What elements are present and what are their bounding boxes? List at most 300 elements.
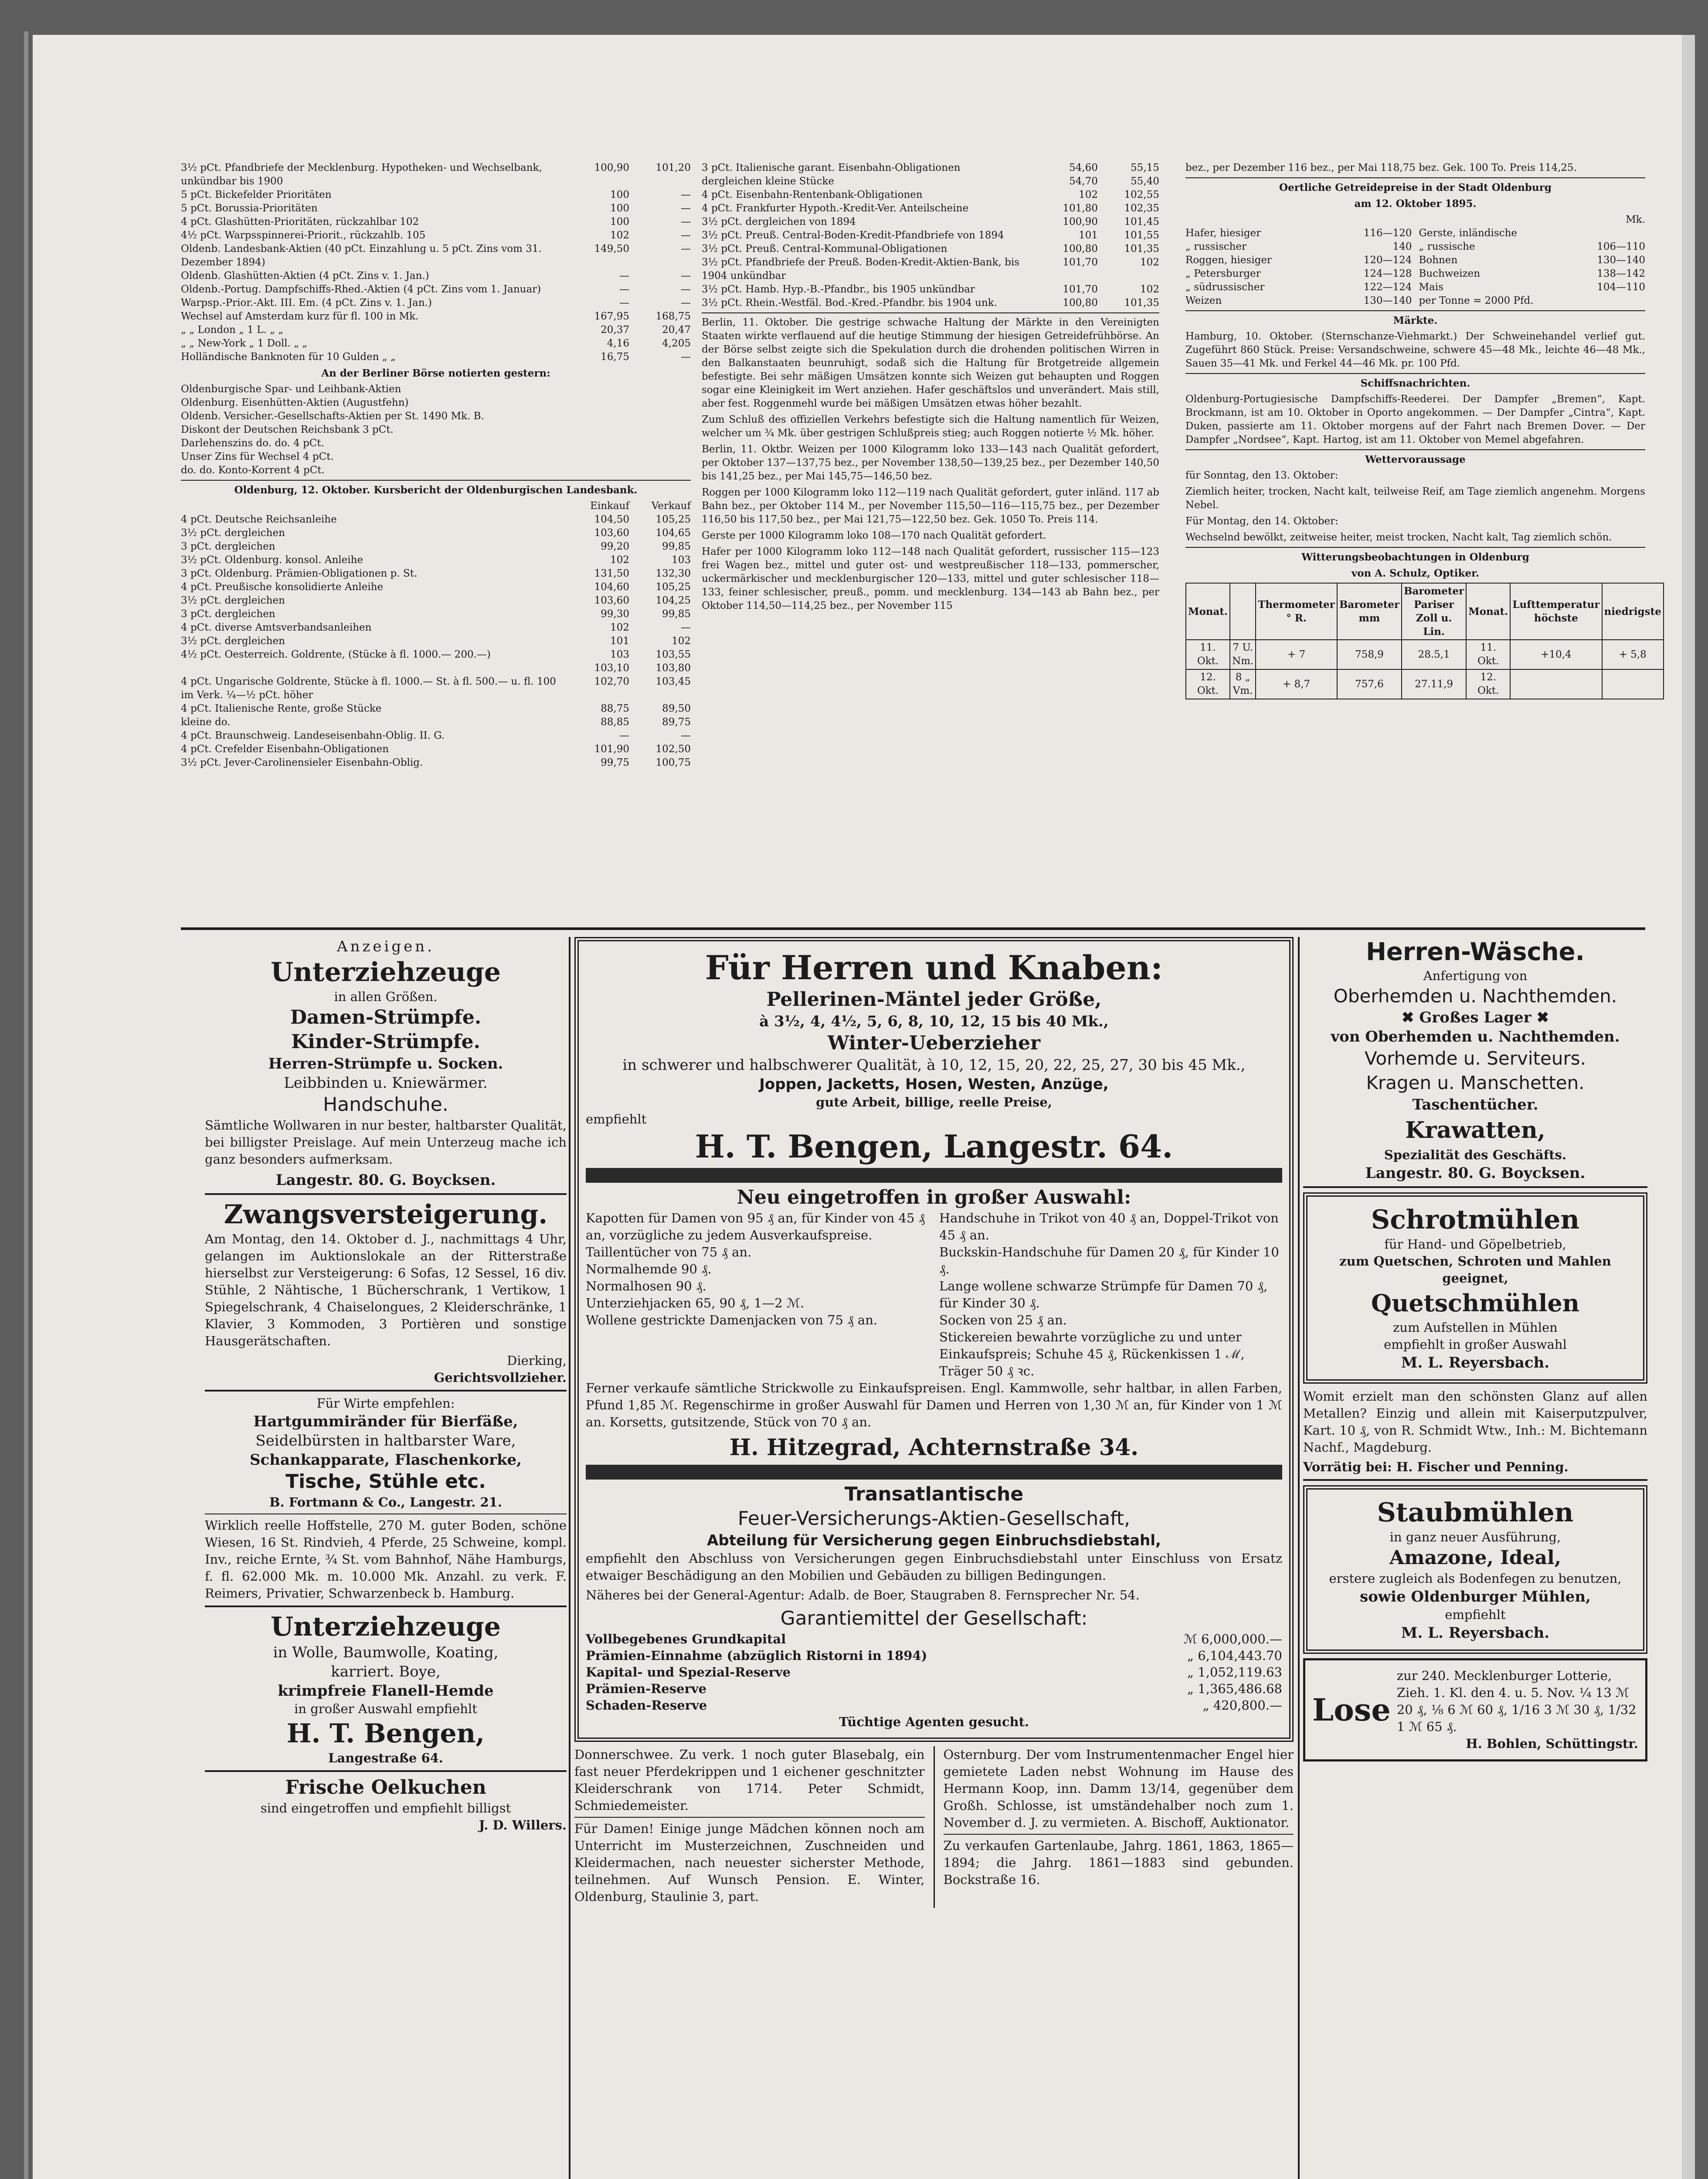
weather-obs-head: niedrigste <box>1602 583 1664 640</box>
market-paragraph: Gerste per 1000 Kilogramm loko 108—170 nach Qualität gefordert. <box>702 530 1046 541</box>
quote-row <box>181 756 691 770</box>
ad-insurance-guarantee: Garantiemittel der Gesellschaft: <box>780 1607 1088 1629</box>
ad-insurance-agent: Näheres bei der General-Agentur: Adalb. de Boer, Staugraben 8. Fernsprecher Nr. 54. <box>586 1588 1140 1602</box>
quote-label: 4½ pCt. Warpsspinnerei-Priorit., rückzahlb. 105 <box>181 230 426 241</box>
quote-row <box>181 161 691 188</box>
quote-value-a: 16,75 <box>601 351 629 363</box>
quote-row <box>181 729 691 743</box>
ad-underwear-title: Unterziehzeuge <box>270 957 501 988</box>
ad-dustmills-l5: empfiehlt <box>1445 1607 1506 1622</box>
quote-value-a: 99,20 <box>601 541 629 552</box>
quote-value-b: 102,55 <box>1124 189 1159 200</box>
ad-innkeepers-l4: Tische, Stühle etc. <box>285 1470 486 1493</box>
kurs-col-spacer <box>181 499 568 513</box>
grain-row <box>1185 240 1645 254</box>
quote-value-a: — <box>619 730 629 741</box>
rule <box>1185 373 1645 374</box>
quote-value-a: 102 <box>610 554 629 566</box>
ad-line-gloves: Handschuhe. <box>323 1093 448 1116</box>
grain-right: Buchweizen <box>1419 268 1480 279</box>
ad-laundry-l4: von Oberhemden u. Nachthemden. <box>1331 1028 1620 1045</box>
column-rule <box>569 937 570 2179</box>
ad-oilcake-text: sind eingetroffen und empfiehlt billigst <box>260 1801 511 1816</box>
ad-laundry-l2: Oberhemden u. Nachthemden. <box>1333 985 1617 1007</box>
insurance-row <box>586 1647 1282 1664</box>
quote-value-b: — <box>681 284 691 295</box>
ad-lottery-title: Lose <box>1312 1691 1391 1728</box>
bank-note: Darlehenszins do. do. 4 pCt. <box>181 438 324 449</box>
grain-right: „ russische <box>1419 241 1475 252</box>
quote-value-a: 101,90 <box>594 743 629 755</box>
column-rule-2 <box>1298 937 1300 2179</box>
insurance-row <box>586 1680 1282 1697</box>
insurance-key: Kapital- und Spezial-Reserve <box>586 1665 791 1680</box>
ad-laundry-l5: Vorhemde u. Serviteurs. <box>1365 1048 1586 1069</box>
weather-obs-cell: 758,9 <box>1337 640 1402 669</box>
right-ads-column <box>1303 937 1647 1762</box>
quote-label: 3 pCt. dergleichen <box>181 608 275 620</box>
grain-left: „ russischer <box>1185 241 1247 252</box>
kursbericht-header: Oldenburg, 12. Oktober. Kursbericht der Oldenburgischen Landesbank. <box>234 484 638 496</box>
ad-dustmills-title: Staubmühlen <box>1377 1497 1574 1528</box>
quote-label: 3½ pCt. dergleichen <box>181 595 285 606</box>
quote-value-a: 103 <box>610 649 629 660</box>
quote-label: Oldenb. Glashütten-Aktien (4 pCt. Zins v. 1. Jan.) <box>181 270 429 282</box>
quote-label: 4 pCt. Glashütten-Prioritäten, rückzahlbar 102 <box>181 216 419 227</box>
ad-clothing-l6: gute Arbeit, billige, reelle Preise, <box>816 1095 1052 1110</box>
quote-value-a: 101 <box>610 635 629 647</box>
markets-title: Märkte. <box>1393 315 1438 326</box>
quote-value-b: 102 <box>672 635 691 647</box>
insurance-value: „ 1,365,486.68 <box>1187 1681 1282 1696</box>
ad-laundry-l8: Krawatten, <box>1405 1117 1545 1144</box>
ad-insurance-footer: Tüchtige Agenten gesucht. <box>839 1714 1029 1729</box>
quote-row <box>702 283 1159 296</box>
quote-value-a: 4,16 <box>607 338 629 349</box>
weather-obs-head: Monat. <box>1186 583 1230 640</box>
ad-underwear-subtitle: in allen Größen. <box>334 989 438 1004</box>
quote-value-b: 102 <box>1140 284 1159 295</box>
quote-value-b: 103,45 <box>655 676 691 687</box>
quote-value-a: 88,85 <box>601 716 629 728</box>
weather-obs-cell: 12. Okt. <box>1186 669 1230 699</box>
ad-underwear2-l4: in großer Auswahl empfiehlt <box>294 1701 477 1716</box>
grain-left-price: 140 <box>1392 241 1412 252</box>
ad-insurance-title3: Abteilung für Versicherung gegen Einbruchsdiebstahl, <box>707 1532 1161 1549</box>
ad-clothing-l1: Pellerinen-Mäntel jeder Größe, <box>766 988 1102 1011</box>
quote-value-b: 100,75 <box>655 757 691 768</box>
quote-value-a: — <box>619 270 629 282</box>
ad-mills-l5: empfiehlt in großer Auswahl <box>1384 1337 1567 1352</box>
left-ads-column <box>205 937 567 1834</box>
quote-value-b: 103 <box>672 554 691 566</box>
bank-note: Oldenburg. Eisenhütten-Aktien (Augustfehn) <box>181 397 409 408</box>
quote-value-a: 102,70 <box>594 676 629 687</box>
quote-row <box>181 540 691 553</box>
ad-insurance-table <box>586 1631 1282 1714</box>
weather-obs-cell <box>1602 669 1664 699</box>
new-arrival-item: Normalhosen 90 ₰. <box>586 1279 706 1293</box>
quote-value-b: 101,20 <box>655 162 691 173</box>
quote-value-b: 102,50 <box>655 743 691 755</box>
ad-mills-l4: zum Aufstellen in Mühlen <box>1393 1320 1558 1335</box>
quote-value-a: 167,95 <box>594 311 629 322</box>
insurance-key: Prämien-Reserve <box>586 1681 707 1696</box>
ad-new-arrivals-name: H. Hitzegrad, Achternstraße 34. <box>729 1434 1139 1461</box>
quote-label: 4 pCt. Eisenbahn-Rentenbank-Obligationen <box>702 189 923 200</box>
quote-row <box>702 229 1159 242</box>
quote-row <box>181 662 691 675</box>
quote-value-b: 103,55 <box>655 649 691 660</box>
ad-clothing-box <box>574 937 1294 1742</box>
quote-label: 3½ pCt. Pfandbriefe der Mecklenburg. Hypotheken- und Wechselbank, unkündbar bis 1900 <box>181 162 542 187</box>
quote-label: 5 pCt. Bickefelder Prioritäten <box>181 189 332 200</box>
rule <box>702 312 1159 313</box>
weather-obs-cell: + 5,8 <box>1602 640 1664 669</box>
quote-row <box>181 229 691 242</box>
bank-note: Oldenburgische Spar- und Leihbank-Aktien <box>181 384 401 395</box>
ads-heading: Anzeigen. <box>337 938 435 955</box>
grain-row <box>1185 254 1645 267</box>
quote-row <box>702 256 1159 283</box>
grain-row <box>1185 294 1645 308</box>
grain-left: „ Petersburger <box>1185 268 1261 279</box>
new-arrival-item: Unterziehjacken 65, 90 ₰, 1—2 ℳ. <box>586 1296 805 1310</box>
weather-obs-head: Thermometer ° R. <box>1256 583 1337 640</box>
quote-label: 3½ pCt. dergleichen <box>181 527 285 539</box>
quote-value-b: 104,25 <box>655 595 691 606</box>
quote-value-b: — <box>681 243 691 255</box>
quote-value-a: 100,80 <box>1063 297 1098 309</box>
grain-right-price <box>1591 227 1645 240</box>
ad-lottery-name: H. Bohlen, Schüttingstr. <box>1466 1736 1638 1751</box>
grain-row <box>1185 267 1645 281</box>
grain-row <box>1185 227 1645 240</box>
quote-row <box>181 621 691 635</box>
quote-value-b: — <box>681 203 691 214</box>
new-arrival-item: Handschuhe in Trikot von 40 ₰ an, Doppel-Trikot von 45 ₰ an. <box>939 1211 1279 1242</box>
ad-laundry-l7: Taschentücher. <box>1412 1096 1538 1113</box>
shipping-title: Schiffsnachrichten. <box>1360 377 1470 389</box>
quote-label: Warpsp.-Prior.-Akt. III. Em. (4 pCt. Zins v. 1. Jan.) <box>181 297 432 309</box>
quote-row <box>181 296 691 310</box>
grain-row <box>1185 281 1645 294</box>
weather-obs-title: Witterungsbeobachtungen in Oldenburg <box>1301 551 1529 563</box>
grain-left: „ südrussischer <box>1185 282 1265 293</box>
ad-laundry-l3: ✖ Großes Lager ✖ <box>1402 1009 1549 1026</box>
quote-row <box>702 188 1159 202</box>
quote-value-b: 20,47 <box>662 324 691 336</box>
quote-label: 3½ pCt. Pfandbriefe der Preuß. Boden-Kredit-Aktien-Bank, bis 1904 unkündbar <box>702 257 1020 282</box>
quote-row <box>702 175 1159 188</box>
quote-label: Wechsel auf Amsterdam kurz für fl. 100 in Mk. <box>181 311 419 322</box>
grain-right-price: 138—142 <box>1597 268 1645 279</box>
new-arrival-item: Socken von 25 ₰ an. <box>939 1313 1067 1327</box>
ad-auction-text: Am Montag, den 14. Oktober d. J., nachmittags 4 Uhr, gelangen im Auktionslokale an der Ritterstraße hierselbst zur Versteigerung: 6 Sofas, 12 Sessel, 16 div. Stühle, 2 Nähtische, 1 Bücherschrank, 1 Vertikow, 1 Spiegelschrank, 4 Chaiselongues, 2 Kleiderschränke, 1 Klavier, 3 Kommoden, 3 Portièren und sonstige Hausgerätschaften. <box>205 1232 567 1348</box>
ad-laundry-l9: Spezialität des Geschäfts. <box>1384 1147 1567 1162</box>
quote-value-b: 101,55 <box>1124 230 1159 241</box>
weather-obs-head: Lufttemperatur höchste <box>1510 583 1602 640</box>
quote-value-a: — <box>619 297 629 309</box>
quote-row <box>181 567 691 580</box>
weather-obs-head: Monat. <box>1466 583 1510 640</box>
quote-value-b: 102 <box>1140 257 1159 268</box>
quote-value-a: — <box>619 284 629 295</box>
quote-value-b: — <box>681 297 691 309</box>
quote-value-a: 99,30 <box>601 608 629 620</box>
quote-row <box>181 526 691 540</box>
ad-insurance-text: empfiehlt den Abschluss von Versicherungen gegen Einbruchsdiebstahl unter Einschluss von Ersatz etwaiger Beschädigung an den Mobilien und Gebäuden zu billigen Bedingungen. <box>586 1551 1282 1583</box>
quote-value-b: — <box>681 230 691 241</box>
quote-value-a: 103,60 <box>594 595 629 606</box>
quote-value-a: 102 <box>610 230 629 241</box>
quote-label: dergleichen kleine Stücke <box>702 176 835 187</box>
quote-value-a: 131,50 <box>594 568 629 579</box>
quote-row <box>702 161 1159 175</box>
grain-right-price <box>1591 294 1645 308</box>
quote-value-a: 99,75 <box>601 757 629 768</box>
ad-laundry-address: Langestr. 80. G. Boycksen. <box>1365 1164 1586 1182</box>
new-arrival-item: Lange wollene schwarze Strümpfe für Damen 70 ₰, für Kinder 30 ₰. <box>939 1279 1268 1310</box>
ad-clothing-l3: Winter-Ueberzieher <box>827 1032 1041 1054</box>
quote-label: 4 pCt. diverse Amtsverbandsanleihen <box>181 622 372 633</box>
middle-ads-column <box>574 937 1294 1908</box>
weather-obs-row <box>1186 640 1664 669</box>
quote-value-b: 104,65 <box>655 527 691 539</box>
quote-label: 3½ pCt. Jever-Carolinensieler Eisenbahn-Oblig. <box>181 757 423 768</box>
quote-value-a: 103,60 <box>594 527 629 539</box>
weather-obs-cell: + 7 <box>1256 640 1337 669</box>
ruler-edge <box>24 31 28 2179</box>
quote-label: 5 pCt. Borussia-Prioritäten <box>181 203 318 214</box>
quote-value-b: — <box>681 351 691 363</box>
ad-line-women-stockings: Damen-Strümpfe. <box>290 1006 482 1028</box>
ad-mills-l3: Quetschmühlen <box>1371 1289 1579 1317</box>
ad-innkeepers-address: B. Fortmann & Co., Langestr. 21. <box>269 1495 502 1510</box>
quote-label: 4 pCt. Deutsche Reichsanleihe <box>181 514 337 525</box>
quote-row <box>181 635 691 648</box>
page-gutter <box>1682 35 1695 2179</box>
ad-farm-text: Wirklich reelle Hoffstelle, 270 M. guter Boden, schöne Wiesen, 16 St. Rindvieh, 4 Pferde, 25 Schweine, kompl. Inv., reiche Ernte, ¾ St. vom Bahnhof, Nähe Hamburgs, f. fl. 62.000 Mk. m. 10.000 Mk. Anzahl. zu verk. F. Reimers, Privatier, Schwarzenbeck b. Hamburg. <box>205 1518 567 1601</box>
ad-line-bandages: Leibbinden u. Kniewärmer. <box>284 1074 488 1092</box>
quote-label: 3½ pCt. Oldenburg. konsol. Anleihe <box>181 554 363 566</box>
weather-obs-cell: 8 „ Vm. <box>1230 669 1256 699</box>
ad-mills-name: M. L. Reyersbach. <box>1401 1354 1550 1371</box>
grain-prices-title: Oertliche Getreidepreise in der Stadt Oldenburg <box>1279 182 1552 193</box>
quote-value-b: — <box>681 270 691 282</box>
quote-row <box>181 202 691 215</box>
quote-value-a: 101,70 <box>1063 257 1098 268</box>
quote-row <box>181 702 691 716</box>
quote-value-b: — <box>681 730 691 741</box>
quote-value-b: — <box>681 622 691 633</box>
quote-row <box>181 269 691 283</box>
ad-underwear2-name: H. T. Bengen, <box>286 1718 485 1749</box>
quote-label: 3 pCt. Italienische garant. Eisenbahn-Obligationen <box>702 162 961 173</box>
ad-innkeepers-l3: Schankapparate, Flaschenkorke, <box>249 1451 522 1469</box>
weather-obs-cell: 27.11,9 <box>1402 669 1466 699</box>
ad-laundry-l6: Kragen u. Manschetten. <box>1366 1072 1585 1093</box>
quote-label: Oldenb. Landesbank-Aktien (40 pCt. Einzahlung u. 5 pCt. Zins vom 31. Dezember 1894) <box>181 243 542 268</box>
insurance-value: „ 6,104,443.70 <box>1187 1648 1282 1663</box>
grain-left-price: 124—128 <box>1363 268 1412 279</box>
quote-row <box>181 188 691 202</box>
quote-value-a: 54,60 <box>1069 162 1098 173</box>
quote-label: 4 pCt. Preußische konsolidierte Anleihe <box>181 581 384 593</box>
quote-value-b: 99,85 <box>662 608 691 620</box>
ad-sewing-text: Für Damen! Einige junge Mädchen können noch am Unterricht im Musterzeichnen, Zuschneiden und Kleidermachen, nach neuester sicherster Methode, teilnehmen. Auf Wunsch Pension. E. Winter, Oldenburg, Staulinie 3, part. <box>574 1821 925 1904</box>
quote-value-a: 104,60 <box>594 581 629 593</box>
quote-value-b: 168,75 <box>655 311 691 322</box>
ad-shop-text: Osternburg. Der vom Instrumentenmacher Engel hier gemietete Laden nebst Wohnung im Hause des Hermann Koop, inn. Damm 13/14, gegenüber dem Großh. Schlosse, ist umständehalber noch zum 1. November d. J. zu vermieten. A. Bischoff, Auktionator. <box>943 1747 1294 1830</box>
quote-row <box>181 350 691 364</box>
ad-new-arrivals-text: Ferner verkaufe sämtliche Strickwolle zu Einkaufspreisen. Engl. Kammwolle, sehr haltbar, in allen Farben, Pfund 1,85 ℳ. Regenschirme in großer Auswahl für Damen und Herren von 1,30 ℳ an, für Kinder von 1 ℳ an. Korsetts, gutsitzende, Stück von 70 ₰ an. <box>586 1381 1282 1429</box>
quote-label: 4½ pCt. Oesterreich. Goldrente, (Stücke à fl. 1000.— 200.—) <box>181 649 491 660</box>
ad-innkeepers-sub: Für Wirte empfehlen: <box>316 1396 455 1411</box>
section-divider <box>181 927 1645 930</box>
ad-dustmills-l3: erstere zugleich als Bodenfegen zu benutzen, <box>1329 1571 1622 1586</box>
quote-value-b: 101,45 <box>1124 216 1159 227</box>
ad-underwear-text: Sämtliche Wollwaren in nur bester, haltbarster Qualität, bei billigster Preislage. Auf mein Unterzeug mache ich ganz besonders aufmerksam. <box>205 1118 567 1167</box>
ad-underwear2-l3: krimpfreie Flanell-Hemde <box>278 1682 494 1700</box>
new-arrival-item: Stickereien bewahrte vorzügliche zu und unter Einkaufspreis; Schuhe 45 ₰, Rückenkissen 1 ℳ, Träger 50 ₰ ꝛc. <box>939 1330 1245 1378</box>
new-arrival-item: Wollene gestrickte Damenjacken von 75 ₰ an. <box>586 1313 878 1327</box>
quote-value-a: 100 <box>610 203 629 214</box>
ad-oilcake-name: J. D. Willers. <box>479 1818 567 1833</box>
quote-label: „ „ New-York „ 1 Doll. „ „ <box>181 338 308 349</box>
weather-line: Ziemlich heiter, trocken, Nacht kalt, teilweise Reif, am Tage ziemlich angenehm. Morgens Nebel. <box>1185 486 1645 511</box>
weather-obs-head <box>1230 583 1256 640</box>
weather-obs-cell <box>1510 669 1602 699</box>
bank-note: Oldenb. Versicher.-Gesellschafts-Aktien per St. 1490 Mk. B. <box>181 411 484 422</box>
ad-clothing-l4: in schwerer und halbschwerer Qualität, à 10, 12, 15, 20, 22, 25, 27, 30 bis 45 Mk., <box>622 1056 1246 1074</box>
market-paragraph: Zum Schluß des offiziellen Verkehrs befestigte sich die Haltung namentlich für Weizen, welcher um ¾ Mk. über gestrigen Schlußpreis stieg; auch Roggen notierte ½ Mk. höher. <box>702 414 1159 439</box>
weather-obs-cell: 28.5,1 <box>1402 640 1466 669</box>
ad-lottery-box <box>1303 1658 1647 1762</box>
ad-mills-l2: zum Quetschen, Schroten und Mahlen geeignet, <box>1339 1254 1611 1286</box>
quote-value-b: 55,40 <box>1131 176 1159 187</box>
grain-prices-date: am 12. Oktober 1895. <box>1354 198 1477 210</box>
quote-value-a: 100,80 <box>1063 243 1098 255</box>
grain-right: Mais <box>1419 282 1443 293</box>
weather-line: für Sonntag, den 13. Oktober: <box>1185 470 1338 481</box>
ad-oilcake-title: Frische Oelkuchen <box>285 1776 486 1799</box>
ad-dustmills-box <box>1303 1485 1647 1654</box>
ad-new-arrivals-right <box>939 1210 1282 1380</box>
weather-line: Wechselnd bewölkt, zeitweise heiter, meist trocken, Nacht kalt, Tag ziemlich schön. <box>1185 532 1612 543</box>
ad-polish-sub: Vorrätig bei: H. Fischer und Penning. <box>1303 1459 1569 1474</box>
ad-laundry-title: Herren-Wäsche. <box>1366 938 1585 966</box>
quote-value-b: 132,30 <box>655 568 691 579</box>
new-arrival-item: Buckskin-Handschuhe für Damen 20 ₰, für Kinder 10 ₰. <box>939 1245 1279 1276</box>
quote-row <box>181 242 691 269</box>
grain-left: Hafer, hiesiger <box>1185 227 1261 239</box>
ad-clothing-title: Für Herren und Knaben: <box>705 948 1163 987</box>
ad-mills-title: Schrotmühlen <box>1371 1205 1580 1235</box>
grain-left: Roggen, hiesiger <box>1185 255 1272 266</box>
rule <box>1185 177 1645 178</box>
rule <box>181 480 691 481</box>
quote-label: 3½ pCt. dergleichen von 1894 <box>702 216 856 227</box>
insurance-value: ℳ 6,000,000.— <box>1183 1632 1282 1646</box>
ad-clothing-l7: empfiehlt <box>586 1112 647 1127</box>
quote-label <box>181 662 568 675</box>
grain-left-price: 116—120 <box>1363 227 1412 239</box>
weather-obs-sub: von A. Schulz, Optiker. <box>1351 567 1480 579</box>
weather-obs-cell: + 8,7 <box>1256 669 1337 699</box>
grain-right-price: 104—110 <box>1597 282 1645 293</box>
quote-row <box>181 580 691 594</box>
ad-line-men-stockings: Herren-Strümpfe u. Socken. <box>268 1055 503 1073</box>
quote-label: „ „ London „ 1 L. „ „ <box>181 324 284 336</box>
quote-row <box>702 202 1159 215</box>
quote-value-a: 103,10 <box>594 662 629 674</box>
quote-value-a: 104,50 <box>594 514 629 525</box>
quote-value-b: 89,50 <box>662 703 691 714</box>
quote-label: 4 pCt. Braunschweig. Landeseisenbahn-Oblig. II. G. <box>181 730 445 741</box>
insurance-value: „ 1,052,119.63 <box>1187 1665 1282 1680</box>
ad-auction-signature: Dierking, <box>507 1353 567 1368</box>
ad-dustmills-l4: sowie Oldenburger Mühlen, <box>1360 1588 1591 1605</box>
weather-obs-row <box>1186 669 1664 699</box>
market-paragraph: Roggen per 1000 Kilogramm loko 112—119 nach Qualität gefordert, guter inländ. 117 ab Bahn bez., per Oktober 114 M., per November 115,50—116—115,75 bez., per Dezember 116,50 bis 117,50 bez., per Mai 121,75—122,50 bez. Gek. 1050 To. Preis 114. <box>702 487 1159 525</box>
ad-auction-title: Zwangsversteigerung. <box>224 1199 548 1230</box>
quote-label: kleine do. <box>181 716 231 728</box>
ad-insurance-title2: Feuer-Versicherungs-Aktien-Gesellschaft, <box>737 1507 1131 1530</box>
quote-value-a: 101,70 <box>1063 284 1098 295</box>
quote-value-a: 100,90 <box>1063 216 1098 227</box>
ad-underwear2-title: Unterziehzeuge <box>270 1612 501 1642</box>
market-paragraph: Hafer per 1000 Kilogramm loko 112—148 nach Qualität gefordert, russischer 115—123 frei Wagen bez., mittel und guter ost- und westpreußischer 118—133, pommerscher, uckermärkischer und mecklenburgischer 120—133, mittel und guter schlesischer 118—133, feiner schlesischer, preuß., pomm. und mecklenburg. 134—143 ab Bahn bez., per Oktober 114,50—114,25 bez., per November 115 <box>702 546 1159 611</box>
quote-row <box>181 743 691 756</box>
quote-value-b: 103,80 <box>655 662 691 674</box>
quote-value-b: 105,25 <box>655 581 691 593</box>
quote-value-a: 100 <box>610 216 629 227</box>
quote-value-a: 149,50 <box>594 243 629 255</box>
quote-value-a: 100 <box>610 189 629 200</box>
bank-note: Diskont der Deutschen Reichsbank 3 pCt. <box>181 424 394 435</box>
quote-label: 3½ pCt. Rhein.-Westfäl. Bod.-Kred.-Pfandbr. bis 1904 unk. <box>702 297 997 309</box>
quote-row <box>181 215 691 229</box>
quote-label: 3½ pCt. Preuß. Central-Kommunal-Obligationen <box>702 243 947 255</box>
quote-label: Holländische Banknoten für 10 Gulden „ „ <box>181 351 396 363</box>
markets-text: Hamburg, 10. Oktober. (Sternschanze-Viehmarkt.) Der Schweinehandel verlief gut. Zugeführt 860 Stück. Preise: Versandschweine, schwere 45—48 Mk., leichte 46—48 Mk., Sauen 35—41 Mk. und Ferkel 44—46 Mk. pr. 100 Pfd. <box>1185 331 1645 369</box>
grain-right-price: 130—140 <box>1597 255 1645 266</box>
new-arrival-item: Kapotten für Damen von 95 ₰ an, für Kinder von 45 ₰ an, vorzügliche zu jedem Ausverkaufspreise. <box>586 1211 925 1242</box>
quote-row <box>702 296 1159 310</box>
quote-value-a: 20,37 <box>601 324 629 336</box>
ad-clothing-l5: Joppen, Jacketts, Hosen, Westen, Anzüge, <box>759 1076 1109 1093</box>
bank-note: do. do. Konto-Korrent 4 pCt. <box>181 465 325 476</box>
ad-insurance-title1: Transatlantische <box>844 1483 1024 1505</box>
quote-value-b: 89,75 <box>662 716 691 728</box>
ad-polish-text: Womit erzielt man den schönsten Glanz auf allen Metallen? Einzig und allein mit Kaiserputzpulver, Kart. 10 ₰, von R. Schmidt Wtw., Inh.: M. Bichtemann Nachf., Magdeburg. <box>1303 1389 1647 1455</box>
market-report-column <box>702 161 1159 615</box>
quote-value-b: 4,205 <box>662 338 691 349</box>
new-arrival-item: Taillentücher von 75 ₰ an. <box>586 1245 752 1259</box>
ad-divider-bar <box>586 1168 1282 1183</box>
quote-row <box>181 323 691 337</box>
quote-row <box>702 215 1159 229</box>
new-arrival-item: Normalhemde 90 ₰. <box>586 1262 712 1276</box>
kurs-columns <box>181 499 691 513</box>
insurance-row <box>586 1631 1282 1647</box>
quote-label: 4 pCt. Ungarische Goldrente, Stücke à fl. 1000.— St. à fl. 500.— u. fl. 100 im Verk. ¼—½ pCt. höher <box>181 676 556 701</box>
kurs-col-buy: Einkauf <box>590 500 629 512</box>
quote-label: 3½ pCt. Preuß. Central-Boden-Kredit-Pfandbriefe von 1894 <box>702 230 1004 241</box>
quote-value-b: 102,35 <box>1124 203 1159 214</box>
quote-value-a: 102 <box>610 622 629 633</box>
